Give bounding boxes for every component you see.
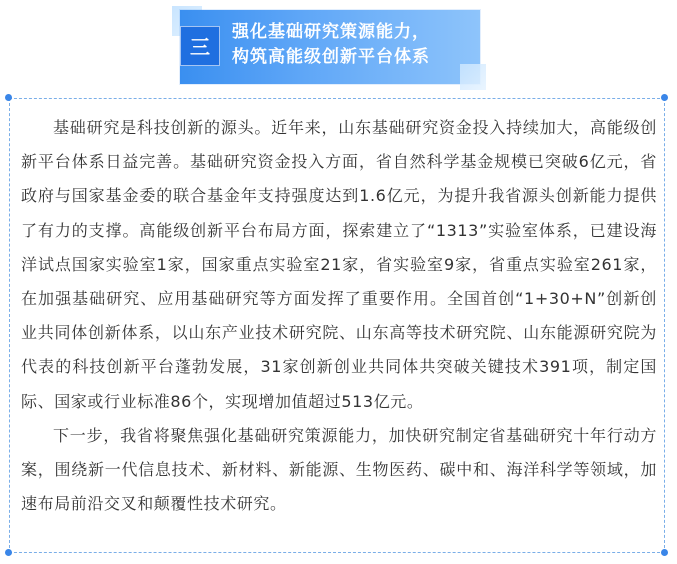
frame-corner-dot	[661, 94, 668, 101]
frame-corner-dot	[5, 549, 12, 556]
article-body	[21, 111, 657, 521]
paragraph-2: 下一步，我省将聚焦强化基础研究策源能力，加快研究制定省基础研究十年行动方案，围绕新一代信息技术、新材料、新能源、生物医药、碳中和、海洋科学等领域，加速布局前沿交叉和颠覆性技术研究。	[21, 425, 657, 514]
section-number-badge: 三	[180, 26, 220, 66]
section-title-line-2: 构筑高能级创新平台体系	[232, 47, 430, 67]
frame-corner-dot	[5, 94, 12, 101]
section-title	[232, 20, 472, 70]
section-title-line-1: 强化基础研究策源能力，	[232, 22, 430, 42]
frame-corner-dot	[661, 549, 668, 556]
paragraph-1: 基础研究是科技创新的源头。近年来，山东基础研究资金投入持续加大，高能级创新平台体系日益完善。基础研究资金投入方面，省自然科学基金规模已突破6亿元，省政府与国家基金委的联合基金年支持强度达到1.6亿元，为提升我省源头创新能力提供了有力的支撑。高能级创新平台布局方面，探索建立了“1313”实验室体系，已建设海洋试点国家实验室1家，国家重点实验室21家，省实验室9家，省重点实验室261家，在加强基础研究、应用基础研究等方面发挥了重要作用。全国首创“1+30+N”创新创业共同体创新体系，以山东产业技术研究院、山东高等技术研究院、山东能源研究院为代表的科技创新平台蓬勃发展，31家创新创业共同体共突破关键技术391项，制定国际、国家或行业标准86个，实现增加值超过513亿元。	[21, 118, 657, 411]
